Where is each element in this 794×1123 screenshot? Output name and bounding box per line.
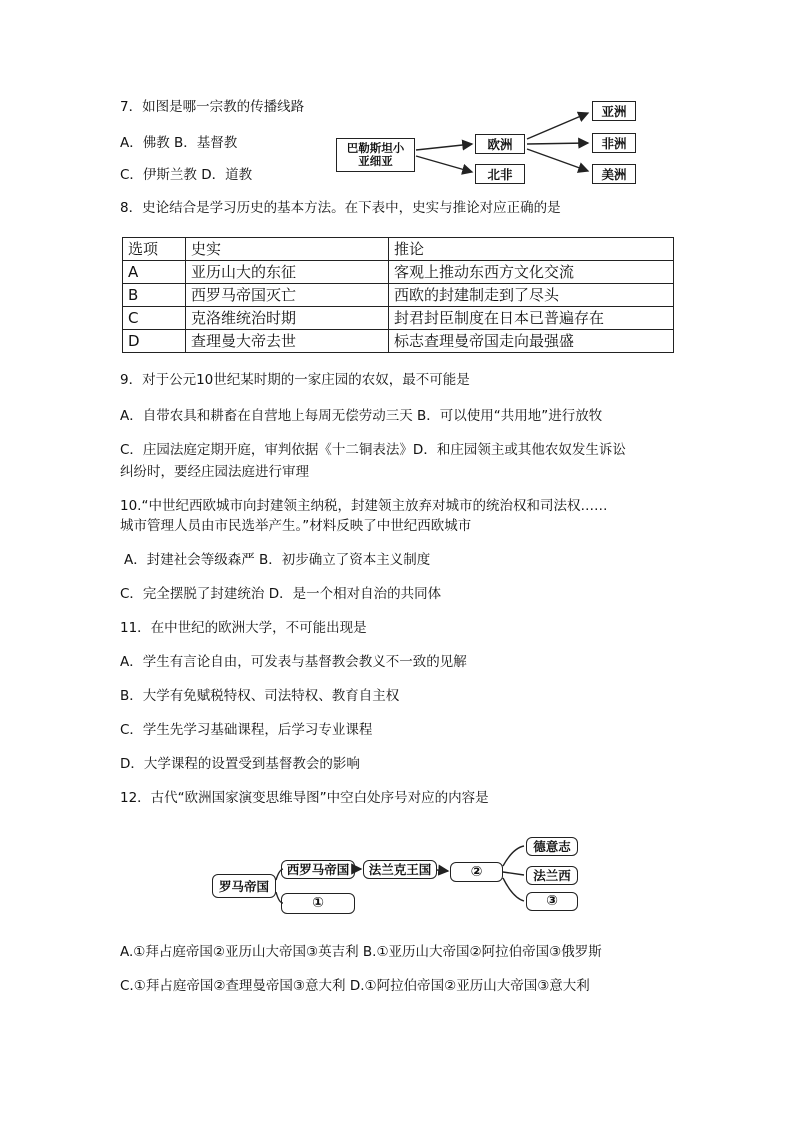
q12-blank3-box: ③ — [526, 892, 578, 911]
q12-west-roman-box: 西罗马帝国 — [281, 860, 355, 879]
q7-north-africa-box: 北非 — [475, 164, 525, 184]
q7-asia-box: 亚洲 — [592, 101, 636, 121]
q9-stem: 9．对于公元10世纪某时期的一家庄园的农奴，最不可能是 — [120, 372, 470, 388]
table-cell: 亚历山大的东征 — [186, 261, 389, 284]
q7-stem: 7．如图是哪一宗教的传播线路 — [120, 99, 305, 115]
q7-options-ab: A．佛教 B．基督教 — [120, 135, 238, 151]
table-cell: 西罗马帝国灭亡 — [186, 284, 389, 307]
q12-blank1-box: ① — [281, 893, 355, 914]
q9-options-cd-line1: C．庄园法庭定期开庭，审判依据《十二铜表法》D．和庄园领主或其他农奴发生诉讼 — [120, 442, 626, 458]
q12-roman-empire-box: 罗马帝国 — [212, 874, 276, 898]
table-cell: 查理曼大帝去世 — [186, 330, 389, 353]
q9-options-cd-line2: 纠纷时，要经庄园法庭进行审理 — [120, 464, 309, 480]
q7-africa-box: 非洲 — [592, 133, 636, 153]
table-cell: D — [123, 330, 186, 353]
link-root-blank1 — [276, 892, 283, 903]
q10-options-cd: C．完全摆脱了封建统治 D．是一个相对自治的共同体 — [120, 586, 442, 602]
link-frank-blank2 — [437, 870, 448, 871]
q11-stem: 11．在中世纪的欧洲大学，不可能出现是 — [120, 620, 367, 636]
table-cell: 封君封臣制度在日本已普遍存在 — [389, 307, 674, 330]
q12-germany-box: 德意志 — [526, 837, 578, 856]
q7-america-box: 美洲 — [592, 164, 636, 184]
link-blank2-blank3 — [503, 878, 524, 901]
q12-options-cd: C.①拜占庭帝国②查理曼帝国③意大利 D.①阿拉伯帝国②亚历山大帝国③意大利 — [120, 978, 590, 994]
q7-origin-box: 巴勒斯坦小亚细亚 — [336, 138, 415, 172]
table-cell: B — [123, 284, 186, 307]
table-cell: 克洛维统治时期 — [186, 307, 389, 330]
q12-stem: 12．古代“欧洲国家演变思维导图”中空白处序号对应的内容是 — [120, 790, 489, 806]
q9-options-ab: A．自带农具和耕畜在自营地上每周无偿劳动三天 B．可以使用“共用地”进行放牧 — [120, 408, 603, 424]
q11-option-c: C．学生先学习基础课程，后学习专业课程 — [120, 722, 373, 738]
table-cell: 客观上推动东西方文化交流 — [389, 261, 674, 284]
q8-stem: 8．史论结合是学习历史的基本方法。在下表中，史实与推论对应正确的是 — [120, 200, 561, 216]
q11-option-d: D．大学课程的设置受到基督教会的影响 — [120, 756, 360, 772]
table-cell: 标志查理曼帝国走向最强盛 — [389, 330, 674, 353]
link-root-west — [276, 869, 283, 880]
table-cell: A — [123, 261, 186, 284]
q12-frankish-box: 法兰克王国 — [363, 860, 437, 879]
q11-option-a: A．学生有言论自由，可发表与基督教会教义不一致的见解 — [120, 654, 467, 670]
q12-france-box: 法兰西 — [526, 866, 578, 885]
table-cell: 西欧的封建制走到了尽头 — [389, 284, 674, 307]
header-cell: 推论 — [389, 238, 674, 261]
q12-options-ab: A.①拜占庭帝国②亚历山大帝国③英吉利 B.①亚历山大帝国②阿拉伯帝国③俄罗斯 — [120, 944, 602, 960]
header-cell: 选项 — [123, 238, 186, 261]
link-blank2-germany — [503, 846, 524, 866]
q7-options-cd: C．伊斯兰教 D．道教 — [120, 167, 253, 183]
link-blank2-france — [503, 872, 524, 875]
q12-blank2-box: ② — [450, 862, 503, 882]
q10-stem-line2: 城市管理人员由市民选举产生。”材料反映了中世纪西欧城市 — [120, 518, 472, 534]
q10-options-ab: A．封建社会等级森严 B．初步确立了资本主义制度 — [124, 552, 431, 568]
q10-stem-line1: 10.“中世纪西欧城市向封建领主纳税，封建领主放弃对城市的统治权和司法权…… — [120, 498, 608, 514]
q11-option-b: B．大学有免赋税特权、司法特权、教育自主权 — [120, 688, 400, 704]
table-cell: C — [123, 307, 186, 330]
q7-europe-box: 欧洲 — [475, 134, 525, 154]
header-cell: 史实 — [186, 238, 389, 261]
